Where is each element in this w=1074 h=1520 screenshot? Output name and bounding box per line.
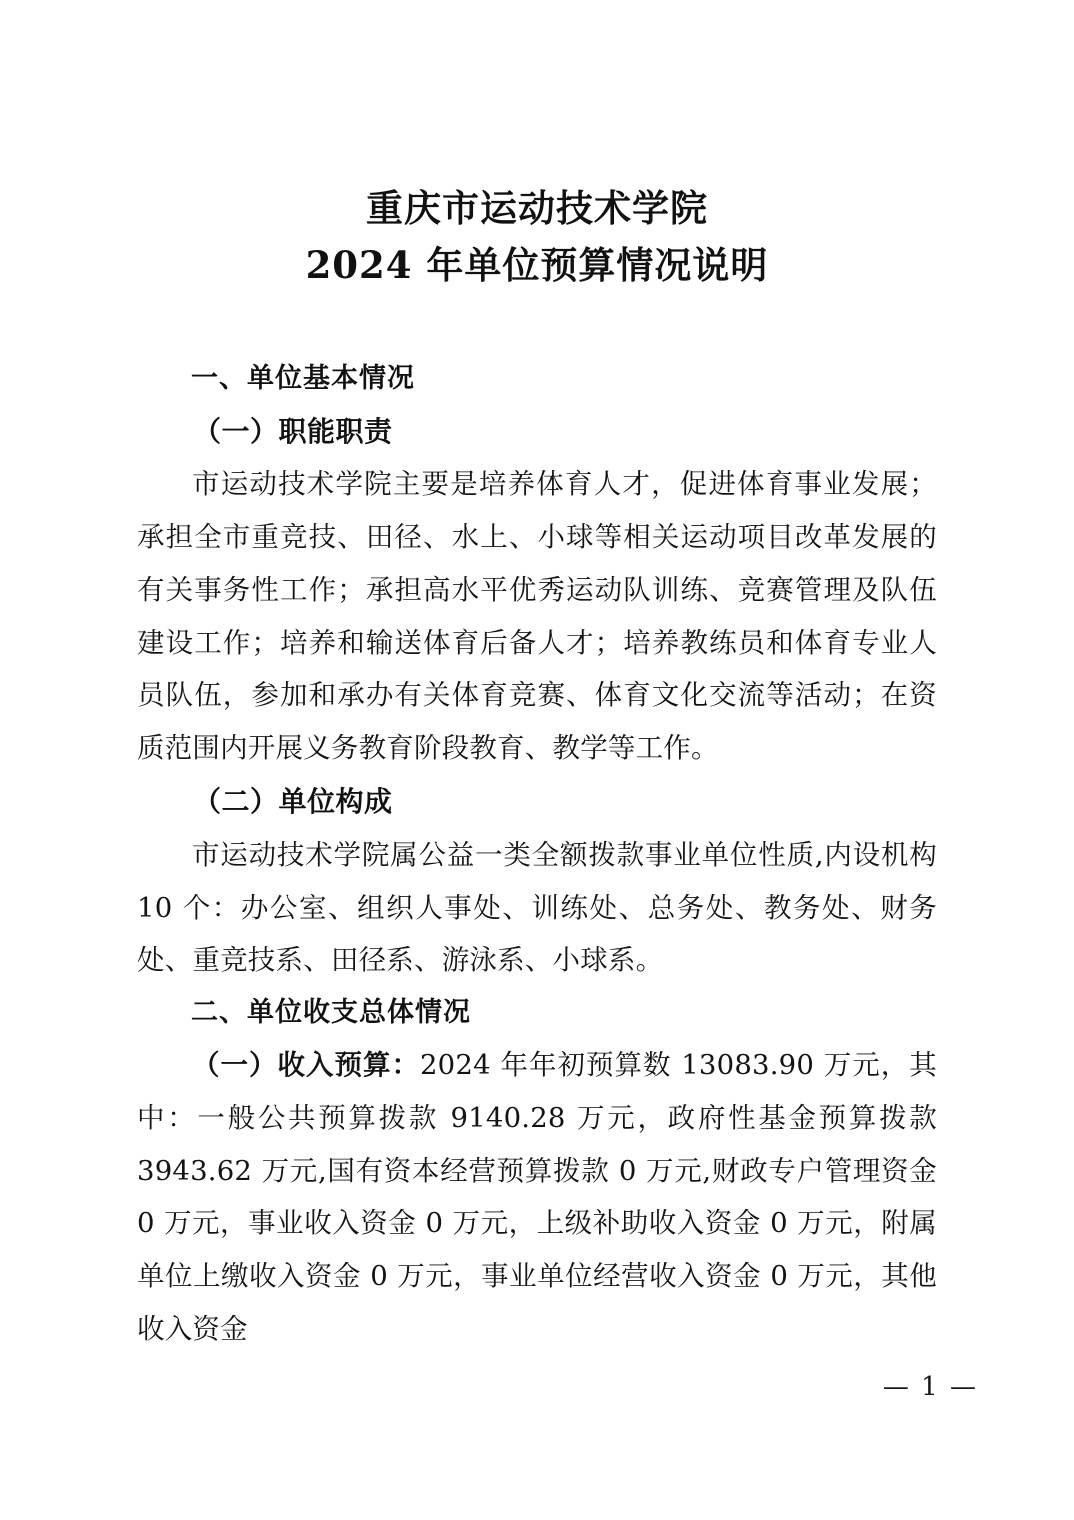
- section-heading-basic-info: 一、单位基本情况: [191, 362, 415, 394]
- page-number: — 1 —: [882, 1372, 978, 1402]
- revenue-budget-text: 2024 年年初预算数 13083.90 万元，其中：一般公共预算拨款 9140.28 万元，政府性基金预算拨款 3943.62 万元,国有资本经营预算拨款 0 万元,财政专户管理资金 0 万元，事业收入资金 0 万元，上级补助收入资金 0 万元，附属单位上缴收入资金 0 万元，事业单位经营收入资金 0 万元，其他收入资金: [137, 1049, 937, 1345]
- title-line-2: 2024 年单位预算情况说明: [305, 243, 769, 288]
- document-body: [137, 353, 937, 1356]
- paragraph-revenue-budget: [137, 1039, 937, 1356]
- revenue-budget-lead: （一）收入预算：: [192, 1049, 420, 1082]
- section-heading-revenue-expenditure: 二、单位收支总体情况: [191, 997, 471, 1029]
- paragraph-duties: 市运动技术学院主要是培养体育人才，促进体育事业发展；承担全市重竞技、田径、水上、小球等相关运动项目改革发展的有关事务性工作；承担高水平优秀运动队训练、竞赛管理及队伍建设工作；培养和输送体育后备人才；培养教练员和体育专业人员队伍，参加和承办有关体育竞赛、体育文化交流等活动；在资质范围内开展义务教育阶段教育、教学等工作。: [137, 468, 937, 765]
- title-line-1: 重庆市运动技术学院: [366, 186, 708, 230]
- subsection-heading-duties: （一）职能职责: [193, 414, 393, 448]
- paragraph-composition: 市运动技术学院属公益一类全额拨款事业单位性质,内设机构 10 个：办公室、组织人事处、训练处、总务处、教务处、财务处、重竞技系、田径系、游泳系、小球系。: [137, 838, 937, 977]
- subsection-heading-composition: （二）单位构成: [193, 785, 393, 819]
- page-title: [0, 180, 1074, 295]
